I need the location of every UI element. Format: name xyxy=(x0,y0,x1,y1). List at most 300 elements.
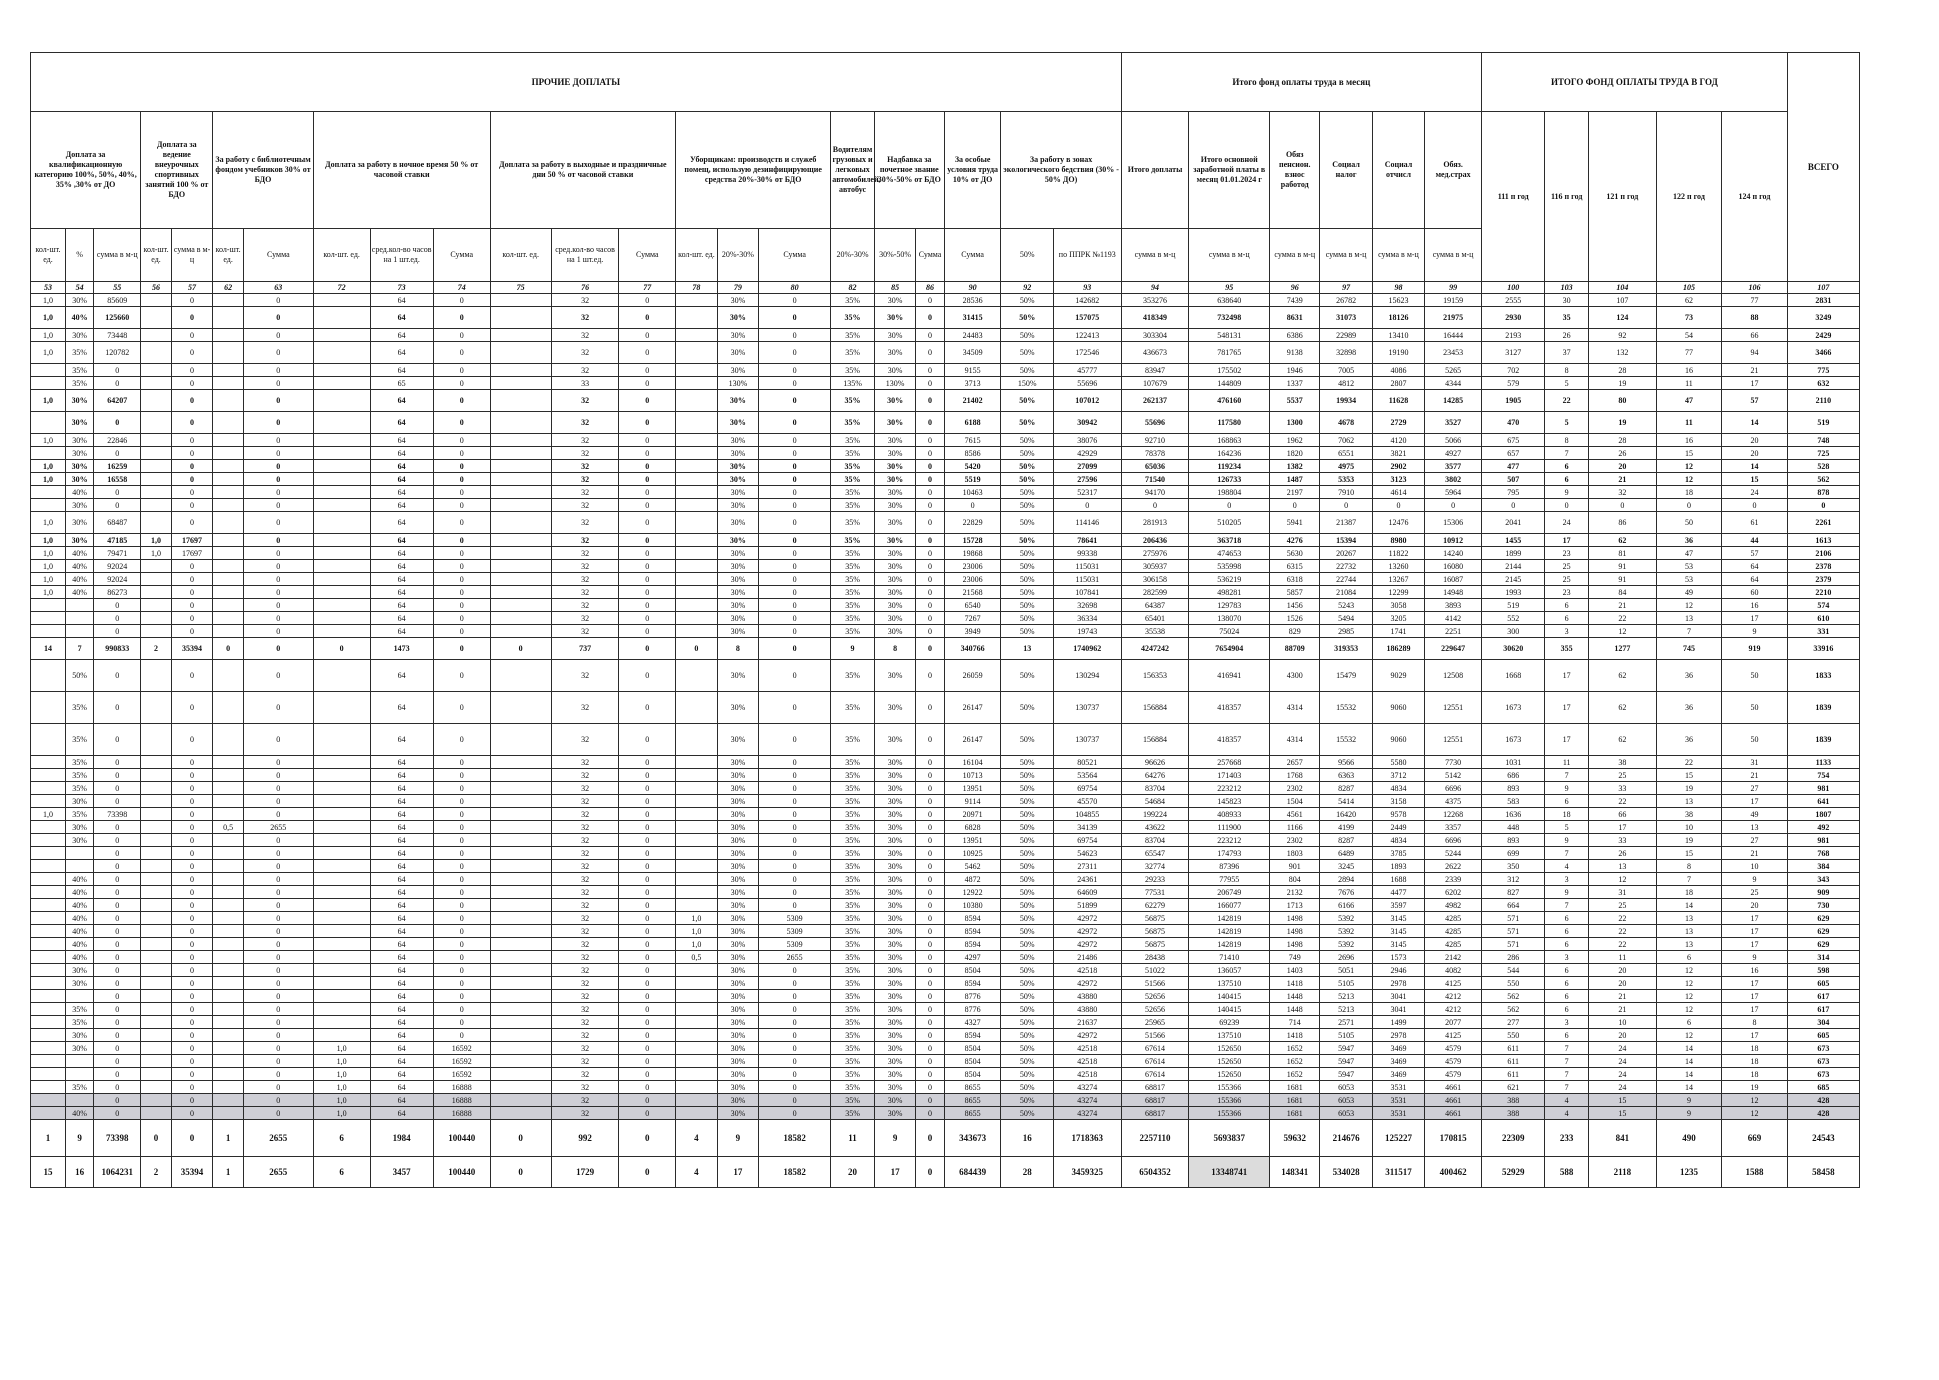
table-cell: 0 xyxy=(759,586,831,599)
header-library: За работу с библиотечным фондом учебников 30% от БДО xyxy=(213,112,313,229)
table-cell xyxy=(313,412,370,434)
table-cell: 16 xyxy=(1722,964,1788,977)
table-cell: 0 xyxy=(619,1068,676,1081)
table-cell: 30 xyxy=(1545,294,1589,307)
table-cell xyxy=(141,364,172,377)
table-cell: 4285 xyxy=(1425,912,1482,925)
table-cell: 50% xyxy=(1001,660,1053,692)
table-cell: 35% xyxy=(831,573,875,586)
table-cell: 7 xyxy=(65,638,93,660)
table-cell: 35% xyxy=(831,1055,875,1068)
table-cell xyxy=(213,808,244,821)
table-cell xyxy=(490,329,551,342)
table-cell: 4125 xyxy=(1425,1029,1482,1042)
table-cell xyxy=(313,990,370,1003)
sub-sum: Сумма xyxy=(619,229,676,282)
table-cell: 43880 xyxy=(1053,990,1121,1003)
table-cell: 0 xyxy=(759,1107,831,1120)
table-cell: 18582 xyxy=(759,1120,831,1157)
table-cell: 12 xyxy=(1656,460,1722,473)
table-cell: 10 xyxy=(1722,860,1788,873)
table-cell: 5213 xyxy=(1320,1003,1372,1016)
table-cell: 0 xyxy=(243,912,313,925)
table-cell: 0 xyxy=(433,377,490,390)
table-row xyxy=(31,434,1860,447)
table-cell xyxy=(676,499,717,512)
table-cell: 0 xyxy=(94,873,141,886)
table-cell: 30% xyxy=(874,847,915,860)
table-cell xyxy=(141,560,172,573)
table-cell: 64276 xyxy=(1121,769,1189,782)
table-cell xyxy=(213,573,244,586)
table-cell: 77 xyxy=(1722,294,1788,307)
table-cell: 16592 xyxy=(433,1042,490,1055)
table-cell xyxy=(65,612,93,625)
table-cell: 0 xyxy=(171,769,212,782)
table-cell: 50% xyxy=(1001,756,1053,769)
sub-sum-month: сумма в м-ц xyxy=(171,229,212,282)
table-cell: 30% xyxy=(874,294,915,307)
table-cell: 0 xyxy=(619,769,676,782)
table-cell: 35% xyxy=(831,294,875,307)
table-row xyxy=(31,612,1860,625)
table-cell: 519 xyxy=(1787,412,1859,434)
table-cell: 50% xyxy=(1001,873,1053,886)
table-row xyxy=(31,990,1860,1003)
table-cell: 257668 xyxy=(1189,756,1270,769)
table-cell: 172546 xyxy=(1053,342,1121,364)
table-cell xyxy=(313,964,370,977)
table-cell: 130737 xyxy=(1053,692,1121,724)
table-cell: 632 xyxy=(1787,377,1859,390)
table-cell: 32 xyxy=(551,660,619,692)
table-cell: 4678 xyxy=(1320,412,1372,434)
table-cell: 629 xyxy=(1787,938,1859,951)
table-cell xyxy=(676,625,717,638)
table-cell: 77531 xyxy=(1121,886,1189,899)
table-cell: 0 xyxy=(619,547,676,560)
table-cell: 42518 xyxy=(1053,964,1121,977)
table-cell: 64 xyxy=(370,1029,433,1042)
table-cell: 107012 xyxy=(1053,390,1121,412)
table-cell xyxy=(213,724,244,756)
table-cell: 0 xyxy=(619,808,676,821)
table-cell: 60 xyxy=(1722,586,1788,599)
table-cell: 1984 xyxy=(370,1120,433,1157)
table-cell: 0 xyxy=(94,925,141,938)
table-cell: 24 xyxy=(1589,1055,1657,1068)
table-cell: 0 xyxy=(619,912,676,925)
table-cell: 32 xyxy=(551,1094,619,1107)
table-cell: 30% xyxy=(717,499,758,512)
table-cell: 30% xyxy=(65,390,93,412)
table-cell: 129783 xyxy=(1189,599,1270,612)
table-cell xyxy=(65,599,93,612)
table-cell xyxy=(141,660,172,692)
table-cell: 32 xyxy=(551,547,619,560)
table-cell: 0 xyxy=(619,573,676,586)
table-cell: 1403 xyxy=(1270,964,1320,977)
table-cell: 0 xyxy=(619,847,676,860)
column-number: 79 xyxy=(717,282,758,294)
table-cell: 901 xyxy=(1270,860,1320,873)
table-cell: 1,0 xyxy=(31,586,66,599)
table-row xyxy=(31,1107,1860,1120)
table-cell: 30% xyxy=(717,1094,758,1107)
table-cell xyxy=(313,808,370,821)
table-cell: 50% xyxy=(1001,1107,1053,1120)
table-body xyxy=(31,282,1860,1188)
table-cell: 38 xyxy=(1589,756,1657,769)
table-cell: 0 xyxy=(619,473,676,486)
table-cell: 0 xyxy=(619,834,676,847)
table-cell: 30% xyxy=(874,692,915,724)
table-cell: 40% xyxy=(65,573,93,586)
table-cell: 4276 xyxy=(1270,534,1320,547)
table-cell: 730 xyxy=(1787,899,1859,912)
table-cell: 35% xyxy=(831,390,875,412)
table-cell: 73 xyxy=(1656,307,1722,329)
table-cell: 42929 xyxy=(1053,447,1121,460)
table-cell: 21387 xyxy=(1320,512,1372,534)
table-cell: 2655 xyxy=(243,1157,313,1188)
table-cell xyxy=(31,1094,66,1107)
table-cell: 0 xyxy=(171,412,212,434)
table-cell: 1,0 xyxy=(313,1042,370,1055)
table-cell: 0 xyxy=(94,977,141,990)
table-cell: 5309 xyxy=(759,925,831,938)
table-cell: 35% xyxy=(65,1081,93,1094)
table-cell: 4 xyxy=(1545,860,1589,873)
table-cell: 1741 xyxy=(1372,625,1424,638)
table-cell: 78641 xyxy=(1053,534,1121,547)
table-cell: 0 xyxy=(759,834,831,847)
yearly-fund-title: ИТОГО ФОНД ОПЛАТЫ ТРУДА В ГОД xyxy=(1482,53,1788,112)
table-cell xyxy=(31,1042,66,1055)
table-cell: 32 xyxy=(551,756,619,769)
table-cell: 164236 xyxy=(1189,447,1270,460)
table-cell xyxy=(676,808,717,821)
table-cell: 26782 xyxy=(1320,294,1372,307)
table-cell: 5462 xyxy=(944,860,1001,873)
table-cell: 15 xyxy=(1589,1107,1657,1120)
table-cell xyxy=(676,964,717,977)
table-cell: 6 xyxy=(1545,912,1589,925)
table-cell xyxy=(31,899,66,912)
sub-pct: % xyxy=(65,229,93,282)
table-cell: 35% xyxy=(831,499,875,512)
table-cell: 50% xyxy=(1001,925,1053,938)
table-cell: 0 xyxy=(759,377,831,390)
table-cell: 6551 xyxy=(1320,447,1372,460)
table-cell: 19 xyxy=(1656,834,1722,847)
table-cell: 50% xyxy=(1001,473,1053,486)
table-cell xyxy=(31,860,66,873)
column-number: 54 xyxy=(65,282,93,294)
table-cell: 0 xyxy=(619,329,676,342)
column-number: 78 xyxy=(676,282,717,294)
table-cell: 22 xyxy=(1589,795,1657,808)
table-cell: 14 xyxy=(1656,1042,1722,1055)
table-cell: 2110 xyxy=(1787,390,1859,412)
table-cell xyxy=(31,951,66,964)
table-cell: 14948 xyxy=(1425,586,1482,599)
table-cell: 25965 xyxy=(1121,1016,1189,1029)
table-cell: 3 xyxy=(1545,1016,1589,1029)
table-cell: 30% xyxy=(874,990,915,1003)
table-cell: 4082 xyxy=(1425,964,1482,977)
table-cell: 50% xyxy=(1001,795,1053,808)
table-cell: 4199 xyxy=(1320,821,1372,834)
table-cell xyxy=(213,377,244,390)
table-cell: 669 xyxy=(1722,1120,1788,1157)
table-cell: 15532 xyxy=(1320,692,1372,724)
table-cell: 0 xyxy=(433,329,490,342)
table-cell: 408933 xyxy=(1189,808,1270,821)
table-cell: 30% xyxy=(874,951,915,964)
table-cell: 0 xyxy=(433,860,490,873)
table-cell: 30% xyxy=(717,769,758,782)
table-cell: 51566 xyxy=(1121,977,1189,990)
table-cell: 0 xyxy=(916,860,944,873)
table-cell: 0 xyxy=(433,364,490,377)
table-cell: 30% xyxy=(874,1003,915,1016)
table-cell: 35% xyxy=(831,1081,875,1094)
table-cell: 0 xyxy=(916,1107,944,1120)
table-cell xyxy=(490,951,551,964)
table-cell: 0 xyxy=(619,899,676,912)
table-cell: 0 xyxy=(759,660,831,692)
table-cell: 0 xyxy=(243,925,313,938)
table-cell: 14 xyxy=(1656,899,1722,912)
table-cell xyxy=(313,460,370,473)
table-cell: 64 xyxy=(370,560,433,573)
table-cell: 20 xyxy=(1589,1029,1657,1042)
table-cell: 0 xyxy=(433,925,490,938)
table-cell: 19743 xyxy=(1053,625,1121,638)
table-cell: 30% xyxy=(874,460,915,473)
table-cell xyxy=(141,499,172,512)
table-cell: 7730 xyxy=(1425,756,1482,769)
table-cell: 0 xyxy=(916,499,944,512)
table-cell: 0 xyxy=(171,873,212,886)
table-cell: 32898 xyxy=(1320,342,1372,364)
table-cell xyxy=(213,586,244,599)
table-cell: 0 xyxy=(171,990,212,1003)
table-cell: 50% xyxy=(1001,1029,1053,1042)
table-cell: 19 xyxy=(1656,782,1722,795)
table-row xyxy=(31,1029,1860,1042)
table-cell: 52317 xyxy=(1053,486,1121,499)
table-cell: 73398 xyxy=(94,1120,141,1157)
header-year-122: 122 п год xyxy=(1656,112,1722,282)
table-cell: 49 xyxy=(1656,586,1722,599)
table-cell: 0 xyxy=(433,412,490,434)
table-cell: 13260 xyxy=(1372,560,1424,573)
table-cell: 32 xyxy=(551,1016,619,1029)
table-cell: 4614 xyxy=(1372,486,1424,499)
table-cell: 0 xyxy=(916,329,944,342)
table-row xyxy=(31,821,1860,834)
table-cell: 0 xyxy=(433,612,490,625)
table-cell: 30% xyxy=(65,821,93,834)
table-cell: 4086 xyxy=(1372,364,1424,377)
table-cell: 214676 xyxy=(1320,1120,1372,1157)
column-number: 92 xyxy=(1001,282,1053,294)
table-cell: 0 xyxy=(916,364,944,377)
table-cell xyxy=(490,1016,551,1029)
table-cell xyxy=(676,847,717,860)
table-cell: 27099 xyxy=(1053,460,1121,473)
table-cell: 548131 xyxy=(1189,329,1270,342)
table-cell: 10925 xyxy=(944,847,1001,860)
table-cell: 0 xyxy=(916,912,944,925)
table-cell: 304 xyxy=(1787,1016,1859,1029)
table-cell xyxy=(313,977,370,990)
table-cell: 535998 xyxy=(1189,560,1270,573)
table-cell: 0 xyxy=(171,1003,212,1016)
table-cell xyxy=(490,886,551,899)
table-cell: 64 xyxy=(370,625,433,638)
header-weekend: Доплата за работу в выходные и праздничные дни 50 % от часовой ставки xyxy=(490,112,676,229)
table-cell xyxy=(141,1094,172,1107)
table-cell: 0 xyxy=(619,925,676,938)
table-cell: 20971 xyxy=(944,808,1001,821)
table-cell: 9 xyxy=(1722,873,1788,886)
table-cell: 0 xyxy=(171,808,212,821)
table-row xyxy=(31,599,1860,612)
table-cell: 519 xyxy=(1482,599,1545,612)
table-cell: 30% xyxy=(874,499,915,512)
table-cell xyxy=(490,873,551,886)
table-cell: 28438 xyxy=(1121,951,1189,964)
table-cell: 0 xyxy=(1189,499,1270,512)
table-cell: 83704 xyxy=(1121,782,1189,795)
table-cell: 9138 xyxy=(1270,342,1320,364)
table-cell: 12 xyxy=(1656,977,1722,990)
table-cell: 6386 xyxy=(1270,329,1320,342)
header-special: За особые условия труда 10% от ДО xyxy=(944,112,1001,229)
table-cell: 40% xyxy=(65,307,93,329)
table-cell xyxy=(213,534,244,547)
table-cell: 56875 xyxy=(1121,938,1189,951)
table-cell: 1573 xyxy=(1372,951,1424,964)
table-cell: 170815 xyxy=(1425,1120,1482,1157)
table-cell: 1613 xyxy=(1787,534,1859,547)
table-cell xyxy=(313,377,370,390)
table-cell: 0 xyxy=(619,294,676,307)
table-cell: 0 xyxy=(433,625,490,638)
table-cell xyxy=(676,660,717,692)
table-cell: 65547 xyxy=(1121,847,1189,860)
table-cell xyxy=(490,782,551,795)
table-cell: 64 xyxy=(370,886,433,899)
table-cell xyxy=(213,912,244,925)
table-cell: 144809 xyxy=(1189,377,1270,390)
table-cell: 130% xyxy=(874,377,915,390)
table-cell: 30% xyxy=(65,964,93,977)
table-cell xyxy=(490,434,551,447)
table-cell: 0 xyxy=(171,964,212,977)
table-cell: 28536 xyxy=(944,294,1001,307)
table-cell xyxy=(676,782,717,795)
table-cell: 1337 xyxy=(1270,377,1320,390)
table-cell: 26 xyxy=(1589,447,1657,460)
table-cell: 4975 xyxy=(1320,460,1372,473)
table-cell: 0 xyxy=(944,499,1001,512)
table-cell: 35% xyxy=(65,769,93,782)
table-cell: 56875 xyxy=(1121,925,1189,938)
table-cell: 64 xyxy=(370,769,433,782)
table-cell: 22732 xyxy=(1320,560,1372,573)
table-cell: 673 xyxy=(1787,1042,1859,1055)
table-cell: 1526 xyxy=(1270,612,1320,625)
table-cell: 0 xyxy=(619,390,676,412)
table-cell: 0 xyxy=(759,1094,831,1107)
table-cell: 35% xyxy=(831,1068,875,1081)
table-cell: 9 xyxy=(1545,834,1589,847)
table-row xyxy=(31,638,1860,660)
table-cell xyxy=(141,486,172,499)
table-cell: 13 xyxy=(1589,860,1657,873)
table-cell: 50% xyxy=(1001,808,1053,821)
table-cell: 30% xyxy=(717,1003,758,1016)
table-cell: 14285 xyxy=(1425,390,1482,412)
table-cell: 0 xyxy=(619,756,676,769)
table-cell: 0 xyxy=(916,1016,944,1029)
table-cell: 0 xyxy=(759,460,831,473)
table-cell: 67614 xyxy=(1121,1068,1189,1081)
table-row xyxy=(31,342,1860,364)
table-cell: 28 xyxy=(1001,1157,1053,1188)
table-cell xyxy=(213,307,244,329)
table-cell: 611 xyxy=(1482,1042,1545,1055)
table-cell: 140415 xyxy=(1189,990,1270,1003)
table-cell: 2571 xyxy=(1320,1016,1372,1029)
table-cell: 1,0 xyxy=(676,912,717,925)
table-cell: 33 xyxy=(1589,834,1657,847)
table-cell: 3802 xyxy=(1425,473,1482,486)
table-cell: 62 xyxy=(1589,724,1657,756)
table-cell: 0 xyxy=(619,964,676,977)
table-cell: 8 xyxy=(874,638,915,660)
table-cell: 1,0 xyxy=(31,390,66,412)
sub-pct: 20%-30% xyxy=(831,229,875,282)
table-cell: 8287 xyxy=(1320,782,1372,795)
table-cell: 8 xyxy=(717,638,758,660)
table-cell: 15 xyxy=(1589,1094,1657,1107)
table-cell: 0 xyxy=(243,638,313,660)
table-cell: 737 xyxy=(551,638,619,660)
table-cell xyxy=(141,512,172,534)
table-cell: 30% xyxy=(874,964,915,977)
table-cell: 64 xyxy=(370,660,433,692)
table-cell: 30% xyxy=(717,821,758,834)
table-cell: 4834 xyxy=(1372,834,1424,847)
table-cell: 3123 xyxy=(1372,473,1424,486)
table-cell: 87396 xyxy=(1189,860,1270,873)
table-cell: 629 xyxy=(1787,925,1859,938)
table-cell: 64 xyxy=(370,873,433,886)
table-cell: 30% xyxy=(717,1042,758,1055)
table-cell: 1277 xyxy=(1589,638,1657,660)
table-cell: 44 xyxy=(1722,534,1788,547)
table-cell xyxy=(676,460,717,473)
table-cell: 130% xyxy=(717,377,758,390)
table-cell: 0 xyxy=(433,534,490,547)
table-cell: 50% xyxy=(1001,342,1053,364)
table-cell: 30% xyxy=(874,547,915,560)
